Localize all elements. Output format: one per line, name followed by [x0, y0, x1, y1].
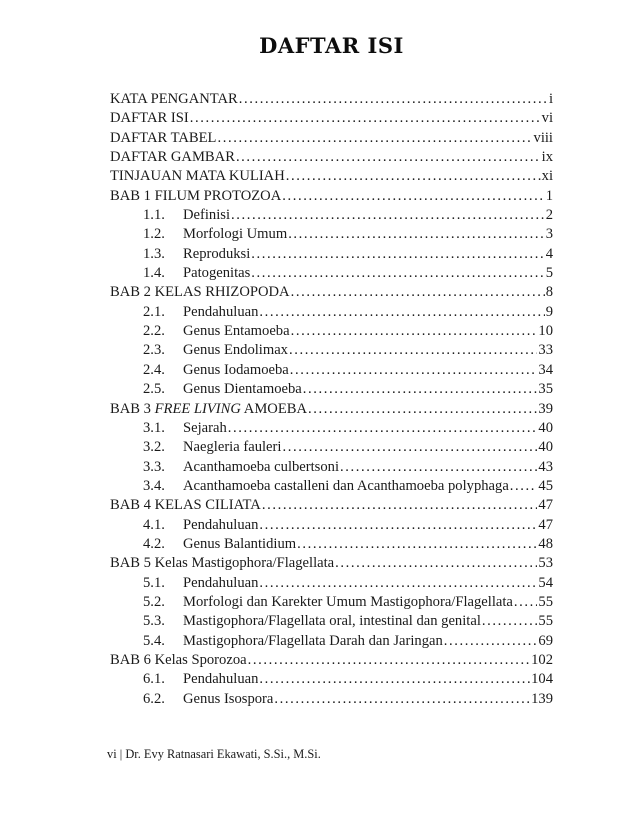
- toc-entry-number: 5.1.: [143, 574, 165, 591]
- toc-entry: [110, 651, 553, 670]
- toc-entry: [110, 167, 553, 186]
- toc-entry-number: 3.3.: [143, 458, 165, 475]
- toc-entry-page: 3: [545, 226, 553, 243]
- toc-leader-dots: [510, 477, 538, 496]
- toc-entry-page: 139: [531, 690, 553, 707]
- toc-entry: [110, 303, 553, 322]
- toc-entry-number: 2.2.: [143, 323, 165, 340]
- toc-entry-number: 3.1.: [143, 419, 165, 436]
- toc-entry-page: 39: [538, 400, 553, 417]
- toc-leader-dots: [239, 90, 548, 109]
- toc-entry-page: vi: [541, 110, 553, 127]
- toc-entry-page: 34: [538, 361, 553, 378]
- toc-entry-number: 5.3.: [143, 613, 165, 630]
- toc-leader-dots: [251, 264, 544, 283]
- toc-entry-number: 3.2.: [143, 439, 165, 456]
- toc-entry: [110, 322, 553, 341]
- toc-entry-page: 48: [538, 535, 553, 552]
- toc-entry-page: 5: [545, 265, 553, 282]
- toc-leader-dots: [290, 361, 538, 380]
- toc-entry-label: Definisi: [183, 207, 231, 224]
- toc-entry: [110, 341, 553, 360]
- toc-entry-page: i: [548, 91, 553, 107]
- toc-entry-number: 2.5.: [143, 381, 165, 398]
- toc-entry-label: BAB 4 KELAS CILIATA: [110, 497, 261, 514]
- toc-entry-page: 102: [531, 651, 553, 668]
- toc-entry-page: 35: [538, 381, 553, 398]
- toc-entry-label: Pendahuluan: [183, 303, 259, 320]
- toc-entry: [110, 361, 553, 380]
- toc-entry: [110, 419, 553, 438]
- toc-entry-label: BAB 6 Kelas Sporozoa: [110, 651, 247, 668]
- toc-leader-dots: [286, 167, 541, 186]
- toc-entry: [110, 245, 553, 264]
- toc-entry: [110, 90, 553, 109]
- toc-entry-number: 1.1.: [143, 207, 165, 224]
- toc-entry-label: Genus Endolimax: [183, 342, 288, 359]
- toc-entry-page: 104: [531, 671, 553, 688]
- toc-leader-dots: [259, 303, 544, 322]
- toc-entry: [110, 554, 553, 573]
- toc-entry: [110, 477, 553, 496]
- toc-leader-dots: [274, 690, 530, 709]
- toc-leader-dots: [444, 632, 538, 651]
- toc-entry: [110, 458, 553, 477]
- toc-leader-dots: [190, 109, 541, 128]
- toc-entry-label: BAB 1 FILUM PROTOZOA: [110, 187, 282, 204]
- toc-entry-number: 1.3.: [143, 245, 165, 262]
- toc-entry: [110, 438, 553, 457]
- toc-entry-page: 45: [538, 477, 553, 494]
- toc-entry-label: Genus Entamoeba: [183, 323, 290, 340]
- toc-entry-page: 40: [538, 439, 553, 456]
- toc-entry: [110, 516, 553, 535]
- toc-entry-number: 5.2.: [143, 593, 165, 610]
- toc-entry: [110, 148, 553, 167]
- toc-leader-dots: [282, 438, 537, 457]
- toc-entry-page: 47: [538, 497, 553, 514]
- toc-leader-dots: [259, 574, 537, 593]
- toc-leader-dots: [259, 670, 530, 689]
- toc-entry-label: Pendahuluan: [183, 574, 259, 591]
- toc-entry-page: 43: [538, 458, 553, 475]
- toc-entry-label: Pendahuluan: [183, 516, 259, 533]
- toc-entry-label: Acanthamoeba culbertsoni: [183, 458, 340, 475]
- toc-entry-page: xi: [541, 168, 553, 185]
- toc-entry-label: Sejarah: [183, 419, 227, 436]
- toc-entry: [110, 670, 553, 689]
- toc-entry: [110, 187, 553, 206]
- toc-entry-page: 10: [538, 323, 553, 340]
- toc-entry-page: viii: [533, 129, 553, 146]
- toc-entry: [110, 612, 553, 631]
- toc-entry-page: 55: [538, 593, 553, 610]
- toc-entry-label: BAB 2 KELAS RHIZOPODA: [110, 284, 290, 301]
- toc-entry-page: 33: [538, 342, 553, 359]
- footer-separator: |: [119, 747, 123, 761]
- toc-entry: [110, 225, 553, 244]
- toc-entry-number: 2.1.: [143, 303, 165, 320]
- toc-entry-number: 2.3.: [143, 342, 165, 359]
- toc-entry: [110, 496, 553, 515]
- toc-entry-label: Patogenitas: [183, 265, 251, 282]
- toc-leader-dots: [308, 400, 537, 419]
- toc-entry-label: Mastigophora/Flagellata Darah dan Jaringan: [183, 632, 443, 649]
- toc-entry-label: Morfologi dan Karekter Umum Mastigophora/Flagellata: [183, 593, 513, 610]
- toc-entry-page: 2: [545, 207, 553, 224]
- page-footer: [107, 747, 321, 762]
- toc-leader-dots: [482, 612, 538, 631]
- toc-entry-label: BAB 5 Kelas Mastigophora/Flagellata: [110, 555, 335, 572]
- toc-entry: [110, 109, 553, 128]
- toc-entry-number: 6.1.: [143, 671, 165, 688]
- page-title: DAFTAR ISI: [259, 33, 404, 58]
- toc-entry-label: Morfologi Umum: [183, 226, 288, 243]
- toc-entry: [110, 283, 553, 302]
- toc-entry-page: 47: [538, 516, 553, 533]
- toc-entry-page: 54: [538, 574, 553, 591]
- toc-leader-dots: [231, 206, 545, 225]
- toc-entry-label: Genus Balantidium: [183, 535, 297, 552]
- toc-entry-page: 9: [545, 303, 553, 320]
- toc-leader-dots: [288, 225, 545, 244]
- toc-entry-label: DAFTAR GAMBAR: [110, 149, 235, 166]
- toc-leader-dots: [282, 187, 544, 206]
- toc-entry-label: Mastigophora/Flagellata oral, intestinal dan genital: [183, 613, 481, 630]
- toc-leader-dots: [259, 516, 537, 535]
- toc-entry-label: Genus Dientamoeba: [183, 381, 302, 398]
- toc-leader-dots: [514, 593, 538, 612]
- toc-entry: [110, 690, 553, 709]
- toc-entry-label: Acanthamoeba castalleni dan Acanthamoeba polyphaga: [183, 477, 509, 494]
- toc-entry-label: Pendahuluan: [183, 671, 259, 688]
- toc-entry-label: TINJAUAN MATA KULIAH: [110, 168, 285, 185]
- toc-entry-page: 8: [545, 284, 553, 301]
- toc-leader-dots: [291, 283, 545, 302]
- toc-entry-number: 5.4.: [143, 632, 165, 649]
- toc-leader-dots: [297, 535, 537, 554]
- toc-leader-dots: [236, 148, 541, 167]
- toc-entry-number: 4.1.: [143, 516, 165, 533]
- toc-leader-dots: [251, 245, 544, 264]
- table-of-contents: [110, 90, 553, 709]
- toc-entry-label: KATA PENGANTAR: [110, 91, 238, 107]
- toc-leader-dots: [291, 322, 538, 341]
- toc-entry-label: DAFTAR ISI: [110, 110, 189, 127]
- toc-leader-dots: [228, 419, 538, 438]
- toc-entry: [110, 129, 553, 148]
- toc-leader-dots: [303, 380, 538, 399]
- toc-leader-dots: [335, 554, 537, 573]
- toc-entry-page: 69: [538, 632, 553, 649]
- toc-entry: [110, 264, 553, 283]
- toc-entry: [110, 206, 553, 225]
- toc-entry-page: 4: [545, 245, 553, 262]
- footer-page-number: vi: [107, 747, 117, 761]
- toc-entry-number: 1.4.: [143, 265, 165, 282]
- footer-author: Dr. Evy Ratnasari Ekawati, S.Si., M.Si.: [125, 747, 321, 761]
- toc-leader-dots: [289, 341, 537, 360]
- toc-entry-page: 55: [538, 613, 553, 630]
- toc-entry: [110, 593, 553, 612]
- toc-entry: [110, 400, 553, 419]
- toc-entry-number: 2.4.: [143, 361, 165, 378]
- toc-leader-dots: [248, 651, 531, 670]
- toc-entry: [110, 535, 553, 554]
- toc-entry-label: Reproduksi: [183, 245, 251, 262]
- toc-entry: [110, 632, 553, 651]
- toc-entry-label: Genus Iodamoeba: [183, 361, 289, 378]
- toc-entry-label: Genus Isospora: [183, 690, 274, 707]
- toc-entry-label: Naegleria fauleri: [183, 439, 282, 456]
- toc-entry-label: BAB 3 FREE LIVING AMOEBA: [110, 400, 308, 417]
- toc-entry-page: ix: [541, 149, 553, 166]
- toc-leader-dots: [262, 496, 538, 515]
- toc-leader-dots: [340, 458, 537, 477]
- toc-entry-page: 1: [545, 187, 553, 204]
- toc-entry: [110, 574, 553, 593]
- toc-entry-number: 4.2.: [143, 535, 165, 552]
- toc-entry-page: 40: [538, 419, 553, 436]
- toc-entry-label: DAFTAR TABEL: [110, 129, 217, 146]
- toc-entry-number: 1.2.: [143, 226, 165, 243]
- toc-entry: [110, 380, 553, 399]
- toc-entry-page: 53: [538, 555, 553, 572]
- toc-leader-dots: [217, 129, 532, 148]
- toc-entry-number: 3.4.: [143, 477, 165, 494]
- toc-entry-number: 6.2.: [143, 690, 165, 707]
